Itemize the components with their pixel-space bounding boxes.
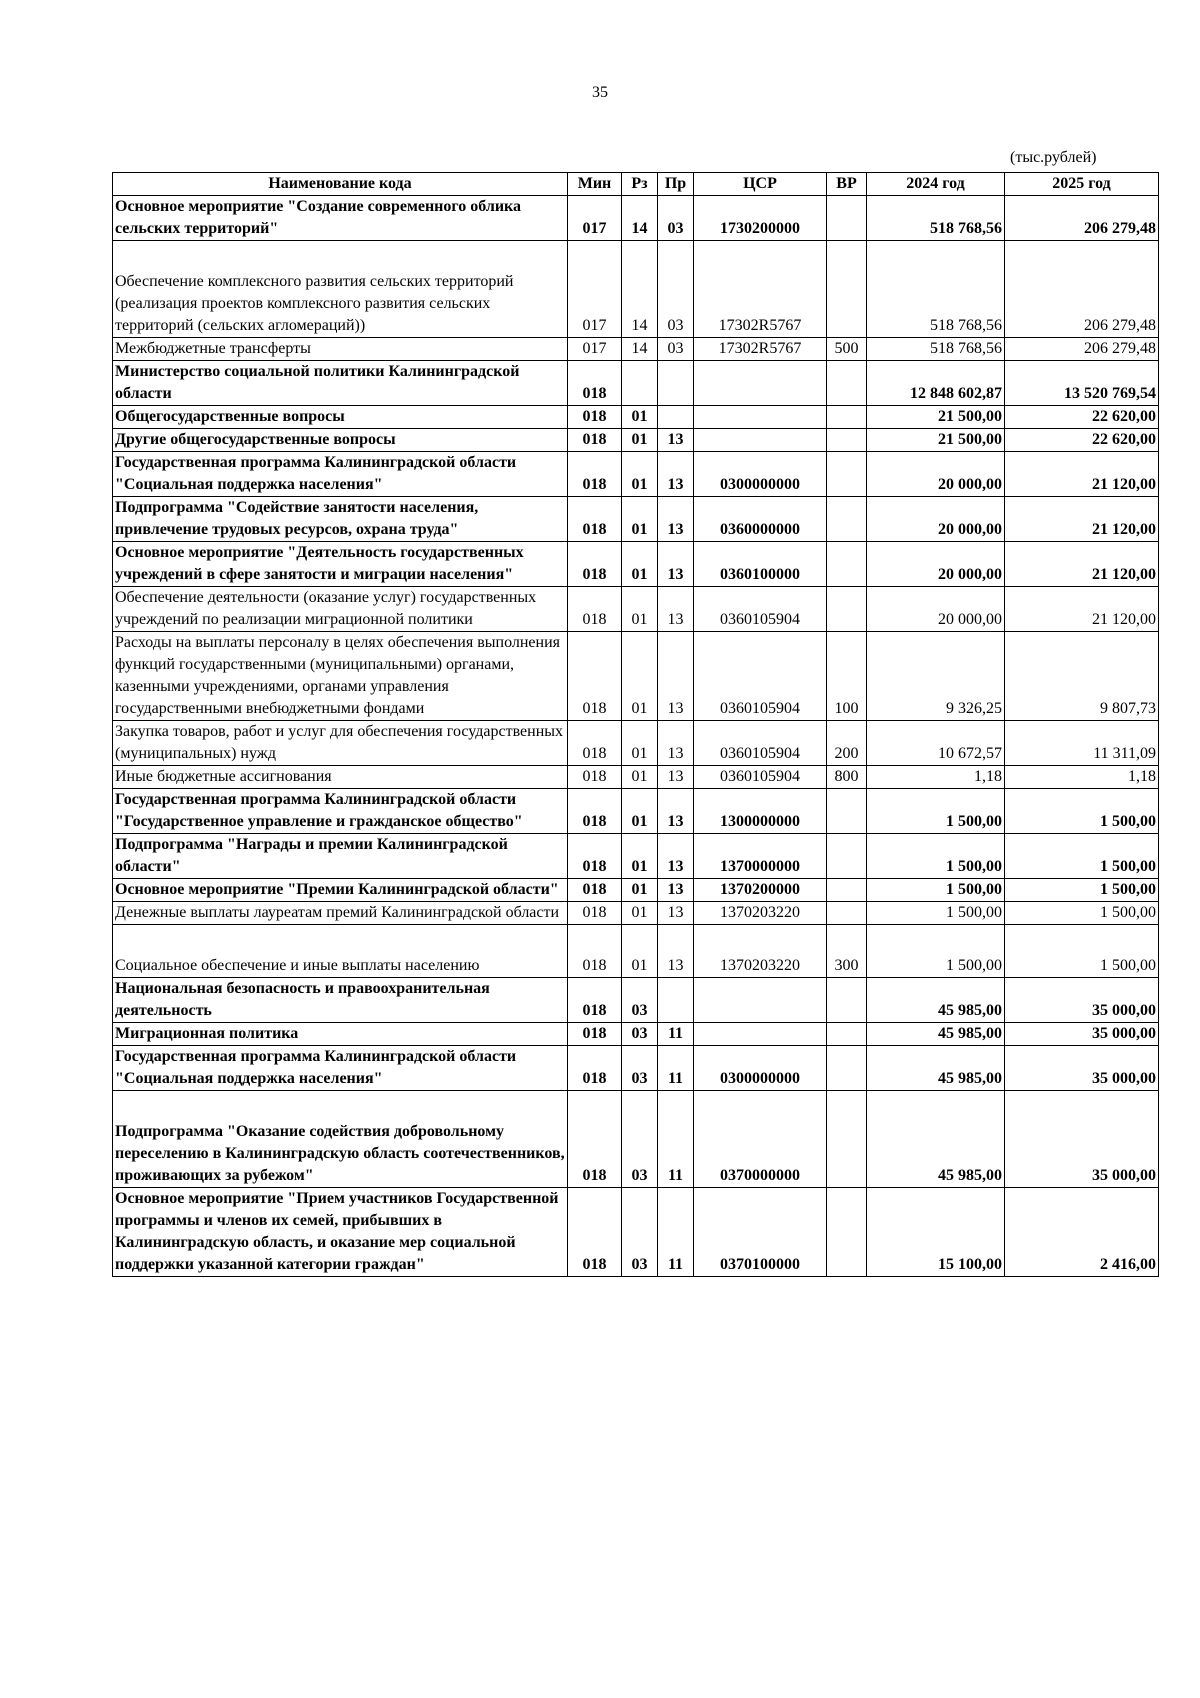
table-row [113,1023,1159,1046]
table-row [113,721,1159,766]
cell-min: 018 [568,1188,622,1277]
header-name: Наименование кода [113,173,568,196]
cell-name: Социальное обеспечение и иные выплаты населению [113,925,568,978]
cell-2024: 20 000,00 [867,452,1005,497]
cell-2024: 45 985,00 [867,978,1005,1023]
cell-pr: 13 [658,834,694,879]
cell-2024: 10 672,57 [867,721,1005,766]
table-row [113,632,1159,721]
cell-vr [827,1046,867,1091]
cell-name: Министерство социальной политики Калининградской области [113,361,568,406]
cell-2025: 35 000,00 [1005,1023,1159,1046]
table-row [113,361,1159,406]
cell-2025: 206 279,48 [1005,196,1159,241]
cell-rz: 03 [622,1023,658,1046]
cell-name: Подпрограмма "Содействие занятости населения, привлечение трудовых ресурсов, охрана труда" [113,497,568,542]
cell-vr [827,789,867,834]
cell-csr: 17302R5767 [694,338,827,361]
cell-min: 018 [568,834,622,879]
cell-rz: 14 [622,338,658,361]
cell-min: 017 [568,338,622,361]
cell-min: 018 [568,789,622,834]
cell-vr [827,902,867,925]
cell-vr [827,452,867,497]
cell-min: 018 [568,632,622,721]
cell-name: Миграционная политика [113,1023,568,1046]
cell-pr: 13 [658,497,694,542]
cell-name: Другие общегосударственные вопросы [113,429,568,452]
cell-vr: 100 [827,632,867,721]
cell-rz: 01 [622,766,658,789]
cell-name: Обеспечение деятельности (оказание услуг) государственных учреждений по реализации миграционной политики [113,587,568,632]
cell-vr [827,406,867,429]
cell-2024: 20 000,00 [867,587,1005,632]
table-row [113,834,1159,879]
cell-2024: 518 768,56 [867,338,1005,361]
cell-name: Расходы на выплаты персоналу в целях обеспечения выполнения функций государственными (муниципальными) органами, казенными учреждениями, органами управления государственными внебюджетными фондами [113,632,568,721]
cell-rz: 01 [622,542,658,587]
cell-vr [827,542,867,587]
cell-vr [827,1188,867,1277]
cell-rz: 03 [622,1188,658,1277]
cell-pr [658,978,694,1023]
cell-pr: 11 [658,1046,694,1091]
cell-name: Основное мероприятие "Премии Калининградской области" [113,879,568,902]
cell-vr [827,361,867,406]
cell-2025: 1 500,00 [1005,902,1159,925]
cell-vr [827,1091,867,1188]
cell-2024: 45 985,00 [867,1046,1005,1091]
cell-csr: 1300000000 [694,789,827,834]
cell-rz: 01 [622,789,658,834]
cell-pr: 13 [658,587,694,632]
header-2025: 2025 год [1005,173,1159,196]
cell-rz [622,361,658,406]
cell-2024: 518 768,56 [867,241,1005,338]
cell-min: 018 [568,361,622,406]
cell-2024: 1 500,00 [867,879,1005,902]
cell-rz: 03 [622,1091,658,1188]
cell-rz: 01 [622,452,658,497]
cell-pr: 13 [658,632,694,721]
cell-rz: 14 [622,241,658,338]
cell-2024: 9 326,25 [867,632,1005,721]
cell-pr [658,406,694,429]
cell-pr: 11 [658,1091,694,1188]
cell-2025: 1 500,00 [1005,834,1159,879]
cell-name: Иные бюджетные ассигнования [113,766,568,789]
cell-vr [827,429,867,452]
cell-2024: 45 985,00 [867,1091,1005,1188]
cell-min: 018 [568,766,622,789]
cell-rz: 01 [622,925,658,978]
cell-name: Государственная программа Калининградской области "Социальная поддержка населения" [113,1046,568,1091]
cell-min: 017 [568,196,622,241]
cell-name: Межбюджетные трансферты [113,338,568,361]
cell-vr [827,196,867,241]
table-row [113,1188,1159,1277]
cell-rz: 01 [622,902,658,925]
cell-2024: 21 500,00 [867,429,1005,452]
cell-name: Обеспечение комплексного развития сельских территорий (реализация проектов комплексного развития сельских территорий (сельских агломераций)) [113,241,568,338]
cell-2025: 206 279,48 [1005,241,1159,338]
cell-2024: 1 500,00 [867,834,1005,879]
cell-pr: 13 [658,721,694,766]
table-header-row [113,173,1159,196]
cell-min: 018 [568,902,622,925]
cell-rz: 01 [622,497,658,542]
cell-pr: 11 [658,1188,694,1277]
cell-2025: 22 620,00 [1005,406,1159,429]
cell-name: Денежные выплаты лауреатам премий Калининградской области [113,902,568,925]
cell-csr: 0360105904 [694,721,827,766]
cell-csr: 0360000000 [694,497,827,542]
cell-2025: 1,18 [1005,766,1159,789]
cell-2024: 20 000,00 [867,497,1005,542]
cell-min: 018 [568,429,622,452]
cell-2025: 13 520 769,54 [1005,361,1159,406]
cell-2024: 1,18 [867,766,1005,789]
cell-2025: 11 311,09 [1005,721,1159,766]
cell-vr: 800 [827,766,867,789]
table-row [113,542,1159,587]
table-row [113,497,1159,542]
table-row [113,789,1159,834]
cell-pr: 03 [658,196,694,241]
cell-csr [694,1023,827,1046]
cell-min: 018 [568,1023,622,1046]
cell-pr: 13 [658,542,694,587]
cell-rz: 03 [622,1046,658,1091]
cell-csr: 0300000000 [694,1046,827,1091]
cell-pr: 03 [658,338,694,361]
cell-csr: 1370200000 [694,879,827,902]
table-row [113,978,1159,1023]
cell-rz: 01 [622,721,658,766]
cell-pr: 03 [658,241,694,338]
cell-2025: 21 120,00 [1005,497,1159,542]
cell-name: Подпрограмма "Оказание содействия добровольному переселению в Калининградскую область соотечественников, проживающих за рубежом" [113,1091,568,1188]
cell-min: 018 [568,1091,622,1188]
cell-min: 017 [568,241,622,338]
cell-pr: 13 [658,429,694,452]
header-min: Мин [568,173,622,196]
cell-vr: 500 [827,338,867,361]
cell-pr: 13 [658,766,694,789]
cell-csr: 1370203220 [694,902,827,925]
cell-name: Государственная программа Калининградской области "Социальная поддержка населения" [113,452,568,497]
cell-2025: 9 807,73 [1005,632,1159,721]
cell-rz: 01 [622,879,658,902]
cell-min: 018 [568,978,622,1023]
cell-name: Подпрограмма "Награды и премии Калининградской области" [113,834,568,879]
header-2024: 2024 год [867,173,1005,196]
table-row [113,925,1159,978]
table-row [113,196,1159,241]
cell-csr: 1370000000 [694,834,827,879]
cell-vr: 300 [827,925,867,978]
cell-vr [827,879,867,902]
cell-name: Основное мероприятие "Прием участников Государственной программы и членов их семей, прибывших в Калининградскую область, и оказание мер социальной поддержки указанной категории граждан" [113,1188,568,1277]
cell-2024: 1 500,00 [867,902,1005,925]
table-row [113,338,1159,361]
cell-vr [827,1023,867,1046]
cell-2024: 15 100,00 [867,1188,1005,1277]
cell-csr [694,361,827,406]
cell-min: 018 [568,721,622,766]
cell-vr [827,241,867,338]
cell-2024: 45 985,00 [867,1023,1005,1046]
cell-csr: 0360105904 [694,632,827,721]
cell-vr [827,834,867,879]
cell-2025: 21 120,00 [1005,452,1159,497]
table-row [113,902,1159,925]
cell-csr: 0300000000 [694,452,827,497]
cell-min: 018 [568,452,622,497]
cell-csr: 0360105904 [694,766,827,789]
table-row [113,1046,1159,1091]
cell-vr [827,497,867,542]
cell-min: 018 [568,587,622,632]
units-label: (тыс.рублей) [1010,149,1097,166]
cell-2025: 206 279,48 [1005,338,1159,361]
cell-min: 018 [568,406,622,429]
cell-name: Закупка товаров, работ и услуг для обеспечения государственных (муниципальных) нужд [113,721,568,766]
cell-2025: 35 000,00 [1005,978,1159,1023]
cell-2024: 518 768,56 [867,196,1005,241]
cell-pr: 13 [658,925,694,978]
cell-pr: 11 [658,1023,694,1046]
cell-rz: 01 [622,632,658,721]
cell-2025: 21 120,00 [1005,542,1159,587]
table-row [113,879,1159,902]
cell-rz: 03 [622,978,658,1023]
cell-csr: 17302R5767 [694,241,827,338]
cell-2025: 1 500,00 [1005,925,1159,978]
cell-vr [827,587,867,632]
cell-csr: 0370100000 [694,1188,827,1277]
cell-2025: 35 000,00 [1005,1091,1159,1188]
cell-min: 018 [568,497,622,542]
cell-2024: 12 848 602,87 [867,361,1005,406]
cell-2024: 1 500,00 [867,925,1005,978]
page-number: 35 [592,84,608,101]
budget-table [112,172,1159,1277]
cell-pr: 13 [658,902,694,925]
table-row [113,452,1159,497]
header-rz: Рз [622,173,658,196]
cell-2024: 1 500,00 [867,789,1005,834]
cell-min: 018 [568,925,622,978]
cell-rz: 14 [622,196,658,241]
cell-2025: 1 500,00 [1005,879,1159,902]
header-pr: Пр [658,173,694,196]
table-row [113,1091,1159,1188]
cell-csr [694,406,827,429]
table-row [113,241,1159,338]
table-row [113,429,1159,452]
cell-csr: 0360100000 [694,542,827,587]
cell-vr: 200 [827,721,867,766]
cell-rz: 01 [622,587,658,632]
table-row [113,406,1159,429]
cell-2025: 1 500,00 [1005,789,1159,834]
cell-pr: 13 [658,452,694,497]
cell-pr [658,361,694,406]
cell-2024: 20 000,00 [867,542,1005,587]
cell-2025: 21 120,00 [1005,587,1159,632]
cell-rz: 01 [622,406,658,429]
cell-2025: 22 620,00 [1005,429,1159,452]
cell-2025: 35 000,00 [1005,1046,1159,1091]
cell-pr: 13 [658,789,694,834]
cell-name: Общегосударственные вопросы [113,406,568,429]
cell-csr: 0360105904 [694,587,827,632]
cell-rz: 01 [622,834,658,879]
header-csr: ЦСР [694,173,827,196]
cell-vr [827,978,867,1023]
cell-min: 018 [568,1046,622,1091]
cell-min: 018 [568,879,622,902]
cell-csr: 1370203220 [694,925,827,978]
cell-csr [694,978,827,1023]
cell-2024: 21 500,00 [867,406,1005,429]
cell-name: Национальная безопасность и правоохранительная деятельность [113,978,568,1023]
cell-pr: 13 [658,879,694,902]
cell-csr [694,429,827,452]
cell-rz: 01 [622,429,658,452]
table-row [113,587,1159,632]
cell-csr: 1730200000 [694,196,827,241]
cell-name: Основное мероприятие "Деятельность государственных учреждений в сфере занятости и миграции населения" [113,542,568,587]
cell-min: 018 [568,542,622,587]
cell-name: Основное мероприятие "Создание современного облика сельских территорий" [113,196,568,241]
header-vr: ВР [827,173,867,196]
cell-2025: 2 416,00 [1005,1188,1159,1277]
cell-name: Государственная программа Калининградской области "Государственное управление и гражданское общество" [113,789,568,834]
cell-csr: 0370000000 [694,1091,827,1188]
table-row [113,766,1159,789]
